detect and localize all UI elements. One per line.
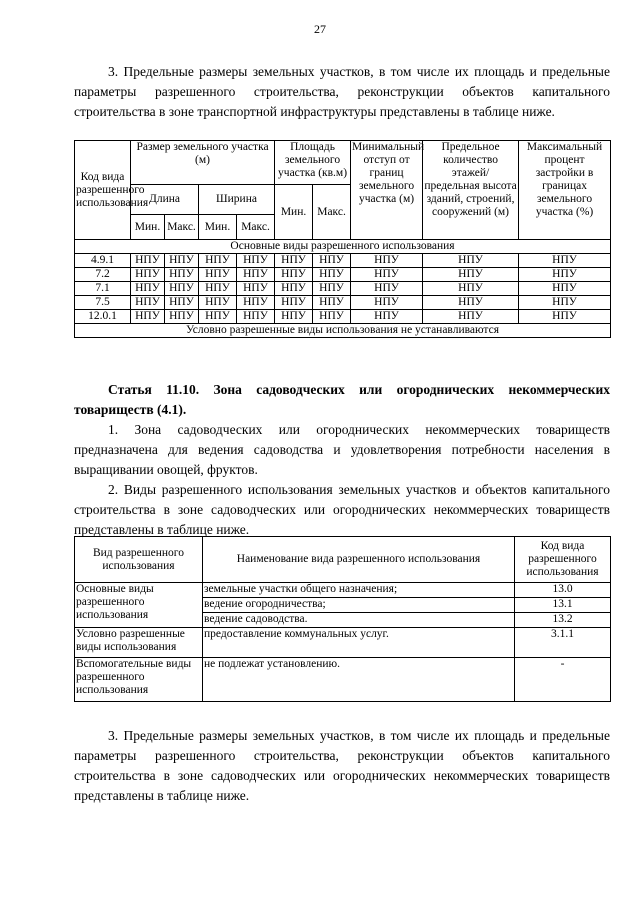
use-code: 13.1 bbox=[515, 598, 611, 613]
row-value: НПУ bbox=[351, 268, 423, 282]
row-value: НПУ bbox=[351, 310, 423, 324]
row-value: НПУ bbox=[165, 296, 199, 310]
use-name: ведение садоводства. bbox=[203, 613, 515, 628]
row-value: НПУ bbox=[165, 310, 199, 324]
row-value: НПУ bbox=[199, 268, 237, 282]
row-value: НПУ bbox=[199, 282, 237, 296]
row-value: НПУ bbox=[519, 254, 611, 268]
row-value: НПУ bbox=[131, 254, 165, 268]
article-heading: Статья 11.10. Зона садоводческих или огороднических некоммерческих товариществ (4.1). bbox=[74, 382, 610, 417]
row-value: НПУ bbox=[237, 254, 275, 268]
row-value: НПУ bbox=[131, 296, 165, 310]
row-value: НПУ bbox=[165, 254, 199, 268]
row-code: 7.1 bbox=[75, 282, 131, 296]
row-value: НПУ bbox=[519, 282, 611, 296]
row-value: НПУ bbox=[237, 296, 275, 310]
row-value: НПУ bbox=[313, 282, 351, 296]
row-value: НПУ bbox=[351, 254, 423, 268]
label-main-uses: Основные виды разрешенного использования bbox=[75, 583, 203, 628]
label-conditional-uses: Условно разрешенные виды использования bbox=[75, 628, 203, 658]
header-width-min: Мин. bbox=[199, 215, 237, 240]
header-floors: Предельное количество этажей/ предельная высота зданий, строений, сооружений (м) bbox=[423, 141, 519, 240]
row-value: НПУ bbox=[199, 310, 237, 324]
row-value: НПУ bbox=[275, 268, 313, 282]
row-value: НПУ bbox=[313, 296, 351, 310]
header-percent: Максимальный процент застройки в границах земельного участка (%) bbox=[519, 141, 611, 240]
table-row bbox=[75, 254, 611, 268]
page-number: 27 bbox=[314, 22, 326, 36]
table-row bbox=[75, 310, 611, 324]
section-conditional-uses: Условно разрешенные виды использования не устанавливаются bbox=[75, 324, 611, 338]
paragraph-uses-intro: 2. Виды разрешенного использования земельных участков и объектов капитального строительства в зоне садоводческих или огороднических некоммерческих товариществ представлены в таблице ниже. bbox=[74, 482, 610, 537]
row-value: НПУ bbox=[165, 282, 199, 296]
section-main-uses: Основные виды разрешенного использования bbox=[75, 240, 611, 254]
header-length-max: Макс. bbox=[165, 215, 199, 240]
row-code: 12.0.1 bbox=[75, 310, 131, 324]
use-code: 13.2 bbox=[515, 613, 611, 628]
table-row bbox=[75, 282, 611, 296]
row-value: НПУ bbox=[313, 254, 351, 268]
header-area-max: Макс. bbox=[313, 185, 351, 240]
use-code: 13.0 bbox=[515, 583, 611, 598]
row-code: 4.9.1 bbox=[75, 254, 131, 268]
row-value: НПУ bbox=[519, 296, 611, 310]
table-row bbox=[75, 296, 611, 310]
table-row bbox=[75, 268, 611, 282]
row-value: НПУ bbox=[423, 310, 519, 324]
header-setback: Минимальный отступ от границ земельного участка (м) bbox=[351, 141, 423, 240]
row-value: НПУ bbox=[237, 268, 275, 282]
row-value: НПУ bbox=[237, 310, 275, 324]
row-value: НПУ bbox=[199, 296, 237, 310]
row-value: НПУ bbox=[313, 310, 351, 324]
header-length-min: Мин. bbox=[131, 215, 165, 240]
row-value: НПУ bbox=[131, 282, 165, 296]
use-code: - bbox=[515, 658, 611, 702]
row-value: НПУ bbox=[131, 310, 165, 324]
header-use-name: Наименование вида разрешенного использования bbox=[203, 537, 515, 583]
row-code: 7.5 bbox=[75, 296, 131, 310]
row-value: НПУ bbox=[275, 310, 313, 324]
row-value: НПУ bbox=[199, 254, 237, 268]
row-value: НПУ bbox=[275, 254, 313, 268]
label-auxiliary-uses: Вспомогательные виды разрешенного использования bbox=[75, 658, 203, 702]
row-value: НПУ bbox=[275, 296, 313, 310]
use-name: предоставление коммунальных услуг. bbox=[203, 628, 515, 658]
header-use-code: Код вида разрешенного использования bbox=[515, 537, 611, 583]
row-value: НПУ bbox=[423, 268, 519, 282]
header-use-type: Вид разрешенного использования bbox=[75, 537, 203, 583]
header-code: Код вида разрешенного использования bbox=[75, 141, 131, 240]
row-value: НПУ bbox=[519, 268, 611, 282]
use-name: ведение огородничества; bbox=[203, 598, 515, 613]
header-area: Площадь земельного участка (кв.м) bbox=[275, 141, 351, 185]
header-width: Ширина bbox=[199, 185, 275, 215]
use-name: не подлежат установлению. bbox=[203, 658, 515, 702]
use-code: 3.1.1 bbox=[515, 628, 611, 658]
row-value: НПУ bbox=[165, 268, 199, 282]
row-value: НПУ bbox=[423, 254, 519, 268]
row-value: НПУ bbox=[351, 282, 423, 296]
row-value: НПУ bbox=[237, 282, 275, 296]
header-width-max: Макс. bbox=[237, 215, 275, 240]
uses-table-garden bbox=[74, 536, 611, 702]
row-value: НПУ bbox=[423, 282, 519, 296]
paragraph-limits-transport: 3. Предельные размеры земельных участков, в том числе их площадь и предельные параметры разрешенного строительства, реконструкции объектов капитального строительства в зоне транспортной инфраструктуры представлены в таблице ниже. bbox=[74, 64, 610, 119]
use-name: земельные участки общего назначения; bbox=[203, 583, 515, 598]
row-value: НПУ bbox=[313, 268, 351, 282]
paragraph-limits-garden: 3. Предельные размеры земельных участков, в том числе их площадь и предельные параметры разрешенного строительства, реконструкции объектов капитального строительства в зоне садоводческих или огороднических некоммерческих товариществ представлены в таблице ниже. bbox=[74, 728, 610, 803]
row-value: НПУ bbox=[519, 310, 611, 324]
row-value: НПУ bbox=[423, 296, 519, 310]
row-value: НПУ bbox=[131, 268, 165, 282]
header-size: Размер земельного участка (м) bbox=[131, 141, 275, 185]
limits-table-transport bbox=[74, 140, 611, 338]
row-code: 7.2 bbox=[75, 268, 131, 282]
header-area-min: Мин. bbox=[275, 185, 313, 240]
header-length: Длина bbox=[131, 185, 199, 215]
row-value: НПУ bbox=[351, 296, 423, 310]
paragraph-zone-purpose: 1. Зона садоводческих или огороднических некоммерческих товариществ предназначена для ведения садоводства и удовлетворения потребности населения в выращивании овощей, фруктов. bbox=[74, 422, 610, 477]
row-value: НПУ bbox=[275, 282, 313, 296]
